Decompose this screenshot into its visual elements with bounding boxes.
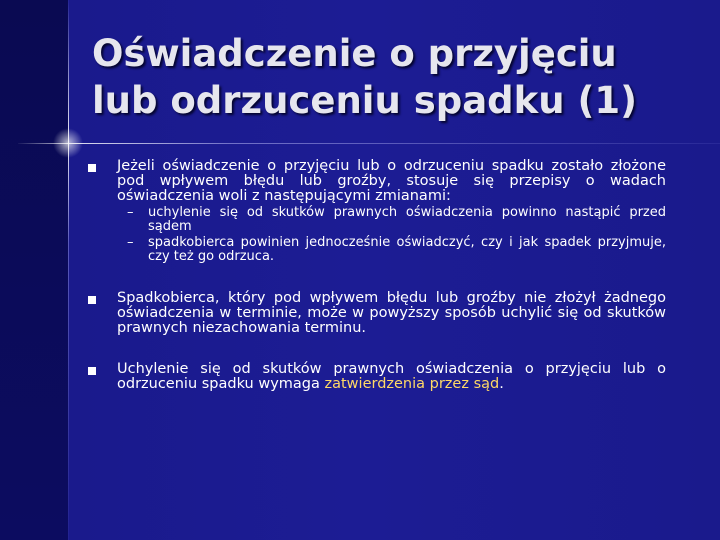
- sub-item-2: [88, 236, 666, 264]
- square-bullet-icon: [88, 296, 96, 304]
- dash-marker: –: [127, 235, 134, 250]
- bullet-text-2: Spadkobierca, który pod wpływem błędu lub groźby nie złożył żadnego oświadczenia w terminie, może w powyższy sposób uchylić się od skutków prawnych niezachowania terminu.: [117, 290, 666, 336]
- horizontal-decorative-line: [18, 143, 720, 144]
- bullet-item-1: [88, 159, 666, 204]
- slide-content: [88, 159, 666, 392]
- highlighted-phrase: zatwierdzenia przez sąd: [324, 376, 500, 392]
- bullet-text-3-before: Uchylenie się od skutków prawnych oświadczenia o przyjęciu lub o odrzuceniu spadku wymaga: [117, 361, 666, 392]
- bullet-text-3-after: .: [499, 376, 504, 392]
- sub-text-2: spadkobierca powinien jednocześnie oświadczyć, czy i jak spadek przyjmuje, czy też go odrzuca.: [148, 235, 666, 264]
- crosshair-glow: [53, 128, 83, 158]
- bullet-item-2: [88, 291, 666, 336]
- slide-title: [92, 30, 692, 124]
- square-bullet-icon: [88, 367, 96, 375]
- title-line-1: Oświadczenie o przyjęciu: [92, 32, 617, 75]
- bullet-text-1: Jeżeli oświadczenie o przyjęciu lub o odrzuceniu spadku zostało złożone pod wpływem błędu lub groźby, stosuje się przepisy o wadach oświadczenia woli z następującymi zmianami:: [117, 158, 666, 204]
- sub-item-1: [88, 206, 666, 234]
- vertical-decorative-line: [68, 0, 69, 540]
- square-bullet-icon: [88, 164, 96, 172]
- title-line-2: lub odrzuceniu spadku (1): [92, 79, 638, 122]
- left-decorative-band: [0, 0, 68, 540]
- bullet-item-3: [88, 362, 666, 392]
- sub-text-1: uchylenie się od skutków prawnych oświadczenia powinno nastąpić przed sądem: [148, 205, 666, 234]
- dash-marker: –: [127, 205, 134, 220]
